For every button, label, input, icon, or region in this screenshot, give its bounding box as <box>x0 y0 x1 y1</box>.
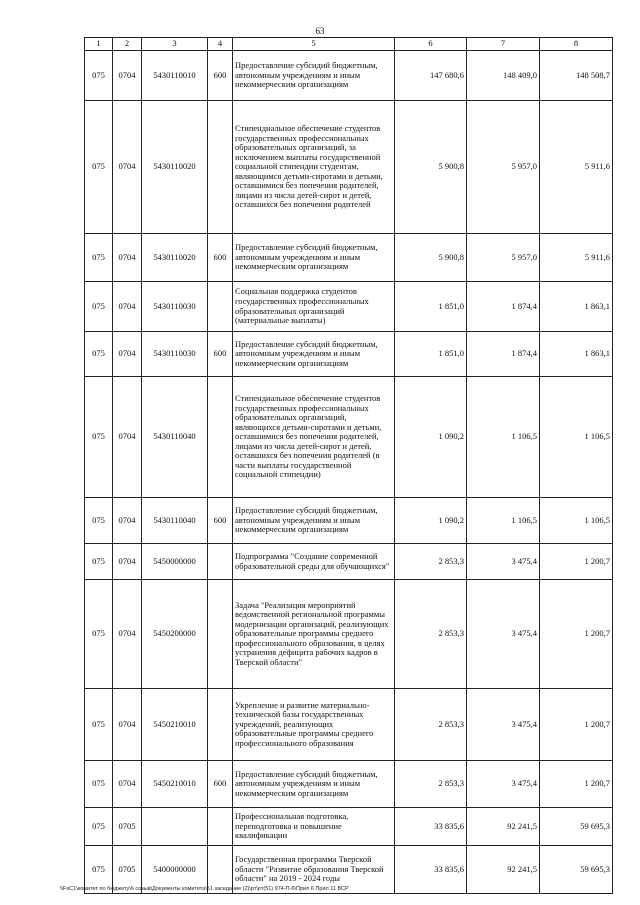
amount-col-8: 1 863,1 <box>540 282 613 332</box>
amount-col-7: 92 241,5 <box>467 808 540 846</box>
table-row <box>85 580 613 689</box>
section-code: 0704 <box>113 580 142 689</box>
amount-col-8: 1 106,5 <box>540 377 613 498</box>
header-col-1: 1 <box>85 38 113 51</box>
description: Социальная поддержка студентов государственных профессиональных образовательных организаций (материальные выплаты) <box>233 282 395 332</box>
section-code: 0704 <box>113 51 142 101</box>
expense-type: 600 <box>208 761 233 808</box>
section-code: 0704 <box>113 498 142 544</box>
table-row <box>85 101 613 234</box>
description: Предоставление субсидий бюджетным, автономным учреждениям и иным некоммерческим организациям <box>233 332 395 377</box>
amount-col-6: 147 680,6 <box>395 51 467 101</box>
expense-type <box>208 544 233 580</box>
admin-code: 075 <box>85 234 113 282</box>
section-code: 0704 <box>113 101 142 234</box>
section-code: 0704 <box>113 234 142 282</box>
description: Подпрограмма "Создание современной образовательной среды для обучающихся" <box>233 544 395 580</box>
table-row <box>85 51 613 101</box>
amount-col-8: 5 911,6 <box>540 234 613 282</box>
target-article: 5430110020 <box>142 101 208 234</box>
target-article: 5450210010 <box>142 689 208 761</box>
section-code: 0704 <box>113 761 142 808</box>
amount-col-6: 33 835,6 <box>395 808 467 846</box>
amount-col-8: 59 695,3 <box>540 846 613 894</box>
amount-col-8: 1 200,7 <box>540 580 613 689</box>
description: Стипендиальное обеспечение студентов государственных профессиональных образовательных организаций, за исключением выплаты государственной социальной стипендии студентам, являющимся детьми-сиротами и детьми, оставшимися без попечения родителей, лицами из числа детей-сирот и детей, оставшихся без попечения родителей <box>233 101 395 234</box>
amount-col-8: 1 863,1 <box>540 332 613 377</box>
description: Профессиональная подготовка, переподготовка и повышение квалификации <box>233 808 395 846</box>
admin-code: 075 <box>85 332 113 377</box>
amount-col-7: 3 475,4 <box>467 544 540 580</box>
amount-col-7: 5 957,0 <box>467 234 540 282</box>
amount-col-7: 148 409,0 <box>467 51 540 101</box>
admin-code: 075 <box>85 544 113 580</box>
description: Стипендиальное обеспечение студентов государственных профессиональных образовательных организаций, являющихся детьми-сиротами и детьми, оставшимися без попечения родителей, лицами из числа детей-сирот и детей, оставшихся без попечения родителей (в части выплаты государственной социальной стипендии) <box>233 377 395 498</box>
target-article: 5430110040 <box>142 377 208 498</box>
page-number: 63 <box>315 26 325 36</box>
table-header-row <box>85 38 613 51</box>
header-col-4: 4 <box>208 38 233 51</box>
header-col-8: 8 <box>540 38 613 51</box>
amount-col-7: 1 106,5 <box>467 498 540 544</box>
expense-type <box>208 377 233 498</box>
amount-col-8: 1 106,5 <box>540 498 613 544</box>
expense-type <box>208 580 233 689</box>
admin-code: 075 <box>85 51 113 101</box>
target-article: 5430110040 <box>142 498 208 544</box>
expense-type: 600 <box>208 332 233 377</box>
admin-code: 075 <box>85 498 113 544</box>
amount-col-8: 1 200,7 <box>540 689 613 761</box>
section-code: 0705 <box>113 846 142 894</box>
amount-col-7: 3 475,4 <box>467 761 540 808</box>
amount-col-7: 1 106,5 <box>467 377 540 498</box>
target-article <box>142 808 208 846</box>
table-row <box>85 332 613 377</box>
target-article: 5430110030 <box>142 332 208 377</box>
table-row <box>85 808 613 846</box>
table-row <box>85 234 613 282</box>
description: Задача "Реализация мероприятий ведомственной региональной программы модернизации организаций, реализующих образовательные программы среднего профессионального образования, в целях устранения дефицита рабочих кадров в Тверской области" <box>233 580 395 689</box>
table-row <box>85 761 613 808</box>
admin-code: 075 <box>85 846 113 894</box>
amount-col-8: 5 911,6 <box>540 101 613 234</box>
header-col-2: 2 <box>113 38 142 51</box>
expense-type: 600 <box>208 51 233 101</box>
amount-col-7: 1 874,4 <box>467 282 540 332</box>
table-row <box>85 498 613 544</box>
target-article: 5430110020 <box>142 234 208 282</box>
section-code: 0704 <box>113 377 142 498</box>
table-row <box>85 689 613 761</box>
amount-col-6: 2 853,3 <box>395 689 467 761</box>
section-code: 0704 <box>113 332 142 377</box>
target-article: 5430110010 <box>142 51 208 101</box>
expense-type: 600 <box>208 234 233 282</box>
header-col-3: 3 <box>142 38 208 51</box>
admin-code: 075 <box>85 282 113 332</box>
budget-table <box>84 37 613 894</box>
amount-col-8: 148 508,7 <box>540 51 613 101</box>
table-row <box>85 544 613 580</box>
footer-file-path: \\FsC1\комитет по бюджету\6 созыв\Документы комитета\51 заседание (2)\рт\рт(51) 974-П-6\Прил 6 Прил 11 ВСР <box>60 886 349 892</box>
target-article: 5450000000 <box>142 544 208 580</box>
description: Предоставление субсидий бюджетным, автономным учреждениям и иным некоммерческим организациям <box>233 51 395 101</box>
amount-col-8: 59 695,3 <box>540 808 613 846</box>
amount-col-6: 5 900,8 <box>395 234 467 282</box>
amount-col-6: 1 090,2 <box>395 377 467 498</box>
expense-type <box>208 282 233 332</box>
admin-code: 075 <box>85 101 113 234</box>
amount-col-6: 5 900,8 <box>395 101 467 234</box>
amount-col-6: 2 853,3 <box>395 761 467 808</box>
header-col-7: 7 <box>467 38 540 51</box>
section-code: 0704 <box>113 689 142 761</box>
amount-col-8: 1 200,7 <box>540 761 613 808</box>
target-article: 5430110030 <box>142 282 208 332</box>
amount-col-7: 3 475,4 <box>467 580 540 689</box>
amount-col-7: 1 874,4 <box>467 332 540 377</box>
description: Предоставление субсидий бюджетным, автономным учреждениям и иным некоммерческим организациям <box>233 498 395 544</box>
description: Предоставление субсидий бюджетным, автономным учреждениям и иным некоммерческим организациям <box>233 761 395 808</box>
target-article: 5400000000 <box>142 846 208 894</box>
admin-code: 075 <box>85 689 113 761</box>
amount-col-6: 33 835,6 <box>395 846 467 894</box>
admin-code: 075 <box>85 377 113 498</box>
amount-col-6: 2 853,3 <box>395 580 467 689</box>
target-article: 5450210010 <box>142 761 208 808</box>
amount-col-8: 1 200,7 <box>540 544 613 580</box>
target-article: 5450200000 <box>142 580 208 689</box>
amount-col-6: 1 090,2 <box>395 498 467 544</box>
expense-type <box>208 101 233 234</box>
section-code: 0704 <box>113 282 142 332</box>
amount-col-6: 1 851,0 <box>395 282 467 332</box>
expense-type <box>208 689 233 761</box>
admin-code: 075 <box>85 580 113 689</box>
amount-col-7: 5 957,0 <box>467 101 540 234</box>
section-code: 0705 <box>113 808 142 846</box>
header-col-6: 6 <box>395 38 467 51</box>
description: Государственная программа Тверской области "Развитие образования Тверской области" на 2019 - 2024 годы <box>233 846 395 894</box>
table-row <box>85 377 613 498</box>
description: Предоставление субсидий бюджетным, автономным учреждениям и иным некоммерческим организациям <box>233 234 395 282</box>
section-code: 0704 <box>113 544 142 580</box>
amount-col-6: 1 851,0 <box>395 332 467 377</box>
header-col-5: 5 <box>233 38 395 51</box>
amount-col-7: 3 475,4 <box>467 689 540 761</box>
expense-type: 600 <box>208 498 233 544</box>
description: Укрепление и развитие материально-технической базы государственных учреждений, реализующих образовательные программы среднего профессионального образования <box>233 689 395 761</box>
admin-code: 075 <box>85 761 113 808</box>
admin-code: 075 <box>85 808 113 846</box>
expense-type <box>208 808 233 846</box>
amount-col-6: 2 853,3 <box>395 544 467 580</box>
amount-col-7: 92 241,5 <box>467 846 540 894</box>
table-row <box>85 282 613 332</box>
